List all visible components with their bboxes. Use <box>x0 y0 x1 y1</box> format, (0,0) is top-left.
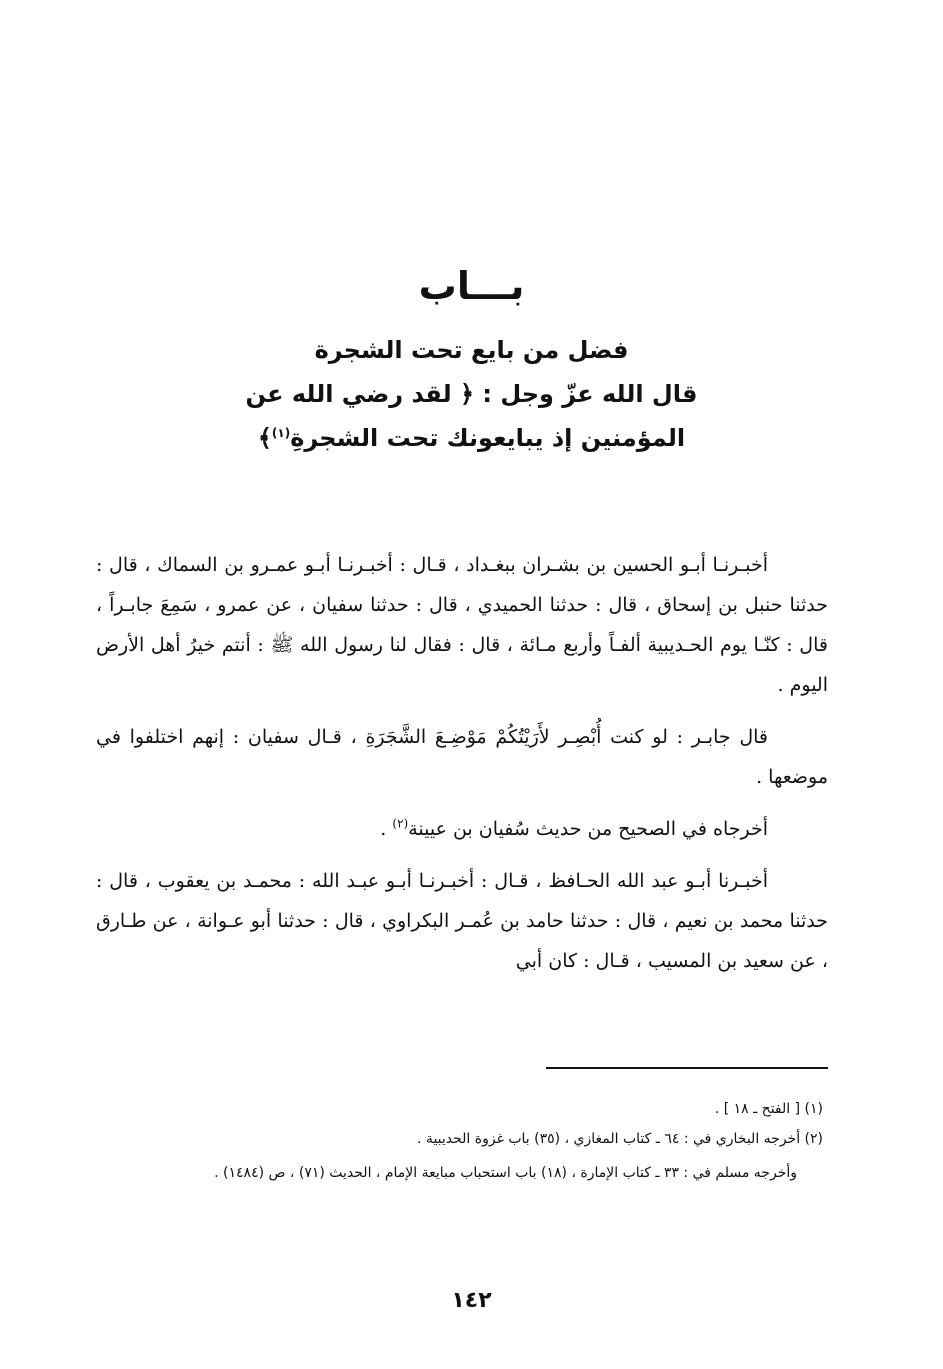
paragraph-3-end: . <box>380 818 393 840</box>
footnotes <box>96 1094 823 1188</box>
chapter-subtitle: فضل من بايع تحت الشجرة <box>314 336 629 364</box>
paragraph-1: أخبـرنـا أبـو الحسين بن بشـران ببغـداد ، قـال : أخبـرنـا أبـو عمـرو بن السماك ، قال : حدثنا حنبل بن إسحاق ، قال : حدثنا الحميدي ، قال : حدثنا سفيان ، عن عمرو ، سَمِعَ جابـراً ، قال : كنّـا يوم الحـديبية ألفـاً وأربع مـائة ، قال : فقال لنا رسول الله ﷺ : أنتم خيرُ أهل الأرض اليوم . <box>96 554 829 696</box>
paragraph-2: قال جابـر : لو كنت أُبْصِـر لأَرَيْتُكُمْ مَوْضِـعَ الشَّجَرَةِ ، قـال سفيان : إنهم اختلفوا في موضعها . <box>96 726 828 788</box>
quran-verse-close-bracket: ﴾ <box>257 424 272 452</box>
chapter-heading <box>0 262 943 460</box>
quran-verse-line-2 <box>0 416 943 460</box>
paragraph-3 <box>96 809 828 849</box>
footnote-ref-1: (١) <box>271 426 291 440</box>
main-text <box>96 545 828 981</box>
paragraph-4: أخبـرنا أبـو عبد الله الحـافظ ، قـال : أخبـرنـا أبـو عبـد الله : محمـد بن يعقوب ، قال : حدثنا محمد بن نعيم ، قال : حدثنا حامد بن عُمـر البكراوي ، قال : حدثنا أبو عـوانة ، عن طـارق ، عن سعيد بن المسيب ، قـال : كان أبي <box>96 870 828 972</box>
quran-verse-text: المؤمنين إذ يبايعونك تحت الشجرةِ <box>290 424 686 452</box>
footnote-1: (١) [ الفتح ـ ١٨ ] . <box>714 1101 823 1117</box>
footnote-ref-2: (٢) <box>392 816 409 831</box>
footnote-2: (٢) أخرجه البخاري في : ٦٤ ـ كتاب المغازي ، (٣٥) باب غزوة الحديبية . <box>417 1131 823 1147</box>
page-number: ١٤٢ <box>451 1288 492 1313</box>
quran-verse-line-1: قال الله عزّ وجل : ﴿ لقد رضي الله عن <box>245 380 698 408</box>
paragraph-3-text: أخرجاه في الصحيح من حديث سُفيان بن عيينة <box>408 818 768 840</box>
chapter-title: بـــاب <box>418 264 525 308</box>
footnote-divider <box>546 1067 828 1069</box>
footnote-2-continuation: وأخرجه مسلم في : ٣٣ ـ كتاب الإمارة ، (١٨) باب استحباب مبايعة الإمام ، الحديث (٧١) ، ص (١٤٨٤) . <box>214 1165 797 1181</box>
